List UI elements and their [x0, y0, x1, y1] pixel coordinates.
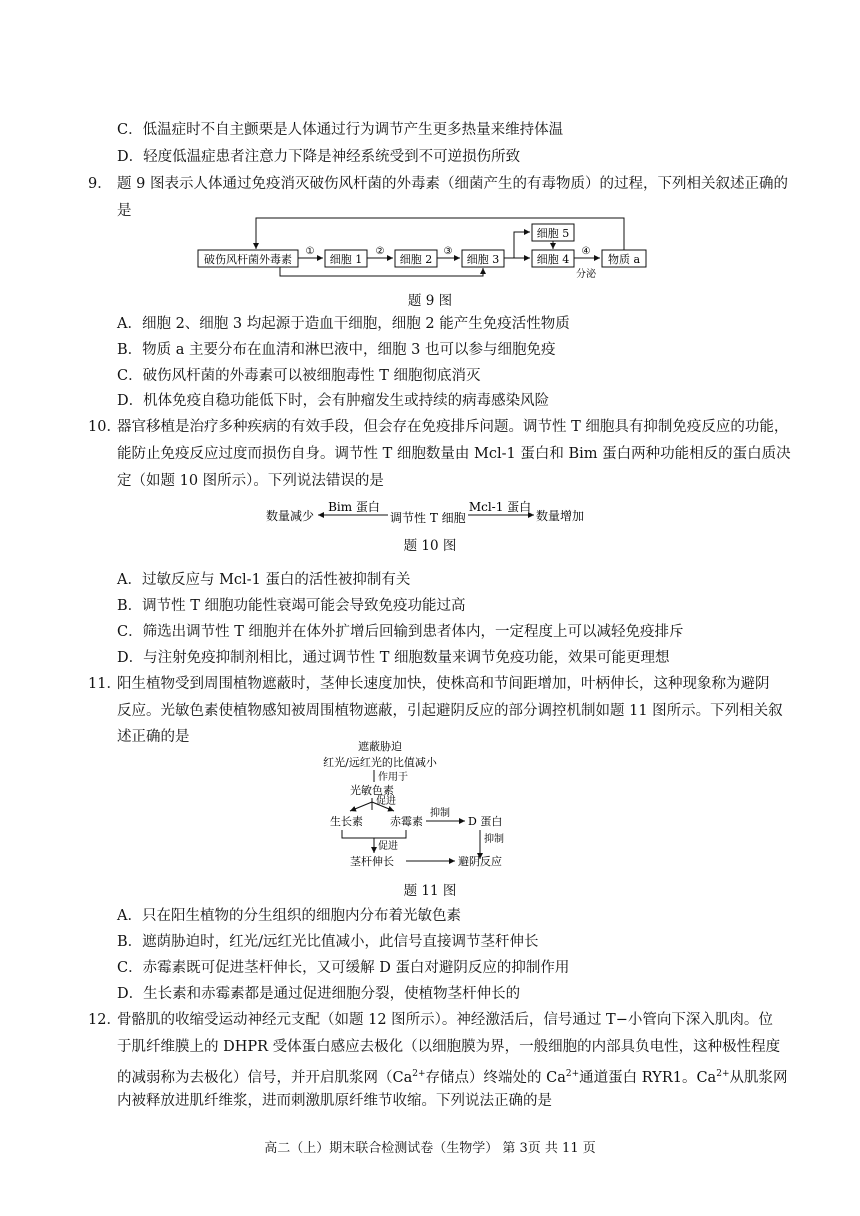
q10-option-a: A．过敏反应与 Mcl-1 蛋白的活性被抑制有关	[117, 572, 411, 588]
q12-stem-line2: 于肌纤维膜上的 DHPR 受体蛋白感应去极化（以细胞膜为界，一般细胞的内部具负电性，这种极性程度	[117, 1039, 781, 1055]
toxin-label: 破伤风杆菌外毒素	[204, 253, 292, 266]
q11-option-d: D．生长素和赤霉素都是通过促进细胞分裂，使植物茎杆伸长的	[117, 986, 521, 1002]
q10-stem-line1: 器官移植是治疗多种疾病的有效手段，但会存在免疫排斥问题。调节性 T 细胞具有抑制免疫反应的功能，	[117, 419, 789, 435]
step4-label: ④	[581, 246, 591, 257]
q10-number: 10．	[88, 419, 121, 435]
q10-stem-line2: 能防止免疫反应过度而损伤自身。调节性 T 细胞数量由 Mcl-1 蛋白和 Bim 蛋白两种功能相反的蛋白质决	[117, 446, 791, 462]
gibberellin-label: 赤霉素	[390, 815, 423, 828]
q9-number: 9．	[88, 176, 112, 192]
q11-stem-line1: 阳生植物受到周围植物遮蔽时，茎伸长速度加快，使株高和节间距增加，叶柄伸长，这种现象称为避阴	[117, 676, 770, 692]
phytochrome-label: 光敏色素	[350, 784, 394, 797]
ca-superscript-2: 2+	[565, 1069, 580, 1079]
acts-on-label: 作用于	[378, 772, 408, 783]
cell3-label: 细胞 3	[466, 253, 500, 266]
q12-stem-line3-part-b: 存储点）终端处的 Ca	[425, 1069, 566, 1086]
increase-label: 数量增加	[536, 509, 585, 523]
decrease-label: 数量减少	[266, 509, 315, 523]
q8-option-d: D．轻度低温症患者注意力下降是神经系统受到不可逆损伤所致	[117, 149, 521, 165]
ratio-label: 红光/远红光的比值减小	[323, 756, 437, 769]
shade-stress-label: 遮蔽胁迫	[358, 740, 402, 753]
q11-caption: 题 11 图	[403, 883, 457, 899]
promote-label-1: 促进	[376, 796, 396, 807]
q9-option-a: A．细胞 2、细胞 3 均起源于造血干细胞，细胞 2 能产生免疫活性物质	[117, 316, 570, 332]
q12-stem-line3	[117, 1064, 788, 1088]
q8-option-c: C．低温症时不自主颤栗是人体通过行为调节产生更多热量来维持体温	[117, 122, 564, 138]
q11-number: 11．	[88, 676, 121, 692]
q10-diagram	[260, 498, 600, 528]
inhibit-label-1: 抑制	[430, 808, 450, 819]
inhibit-label-2: 抑制	[484, 834, 504, 845]
q12-stem-line1: 骨骼肌的收缩受运动神经元支配（如题 12 图所示）。神经激活后，信号通过 T−小管向下深入肌肉。位	[117, 1012, 773, 1028]
q9-caption: 题 9 图	[407, 293, 453, 309]
step2-label: ②	[375, 246, 385, 257]
substance-a-label: 物质 a	[607, 253, 641, 266]
cell4-label: 细胞 4	[536, 253, 570, 266]
d-protein-label: D 蛋白	[468, 815, 503, 828]
promote-label-2: 促进	[378, 841, 398, 852]
q11-option-a: A．只在阳生植物的分生组织的细胞内分布着光敏色素	[117, 908, 461, 924]
q10-option-b: B．调节性 T 细胞功能性衰竭可能会导致免疫功能过高	[117, 598, 466, 614]
secrete-label: 分泌	[576, 269, 596, 280]
stem-elongation-label: 茎杆伸长	[350, 855, 394, 868]
q12-number: 12．	[88, 1012, 121, 1028]
q9-stem-line2: 是	[117, 203, 132, 219]
q9-diagram	[190, 216, 660, 288]
q11-option-b: B．遮荫胁迫时，红光/远红光比值减小，此信号直接调节茎秆伸长	[117, 934, 539, 950]
q12-stem-line4: 内被释放进肌纤维浆，进而刺激肌原纤维节收缩。下列说法正确的是	[117, 1093, 552, 1109]
q11-option-c: C．赤霉素既可促进茎杆伸长，又可缓解 D 蛋白对避阴反应的抑制作用	[117, 960, 570, 976]
q11-stem-line2: 反应。光敏色素使植物感知被周围植物遮蔽，引起避阴反应的部分调控机制如题 11 图所示。下列相关叙	[117, 703, 783, 719]
q12-stem-line3-part-c: 通道蛋白 RYR1。Ca	[579, 1069, 717, 1086]
q12-stem-line3-part-d: 从肌浆网	[729, 1069, 788, 1086]
q10-option-c: C．筛选出调节性 T 细胞并在体外扩增后回输到患者体内，一定程度上可以减轻免疫排斥	[117, 624, 684, 640]
q11-stem-line3: 述正确的是	[117, 729, 190, 745]
q9-option-d: D．机体免疫自稳功能低下时，会有肿瘤发生或持续的病毒感染风险	[117, 393, 550, 409]
ca-superscript-3: 2+	[716, 1069, 730, 1079]
page-footer: 高二（上）期末联合检测试卷（生物学） 第 3页 共 11 页	[264, 1141, 596, 1156]
auxin-label: 生长素	[330, 815, 363, 828]
step3-label: ③	[443, 246, 453, 257]
step1-label: ①	[305, 246, 315, 257]
q9-option-b: B．物质 a 主要分布在血清和淋巴液中，细胞 3 也可以参与细胞免疫	[117, 342, 556, 358]
cell2-label: 细胞 2	[399, 253, 433, 266]
q10-stem-line3: 定（如题 10 图所示）。下列说法错误的是	[117, 473, 384, 489]
q10-option-d: D．与注射免疫抑制剂相比，通过调节性 T 细胞数量来调节免疫功能，效果可能更理想	[117, 650, 670, 666]
treg-label: 调节性 T 细胞	[390, 511, 466, 525]
shade-response-label: 避阴反应	[458, 855, 502, 868]
q11-diagram	[310, 738, 530, 870]
cell5-label: 细胞 5	[536, 227, 570, 240]
bim-label: Bim 蛋白	[328, 500, 380, 514]
q9-option-c: C．破伤风杆菌的外毒素可以被细胞毒性 T 细胞彻底消灭	[117, 368, 481, 384]
q10-caption: 题 10 图	[403, 538, 457, 554]
cell1-label: 细胞 1	[329, 253, 363, 266]
q9-stem-line1: 题 9 图表示人体通过免疫消灭破伤风杆菌的外毒素（细菌产生的有毒物质）的过程，下列相关叙述正确的	[117, 176, 788, 192]
ca-superscript-1: 2+	[412, 1069, 426, 1079]
mcl-label: Mcl-1 蛋白	[468, 500, 532, 514]
q12-stem-line3-part-a: 的减弱称为去极化）信号，并开启肌浆网（Ca	[117, 1069, 413, 1086]
